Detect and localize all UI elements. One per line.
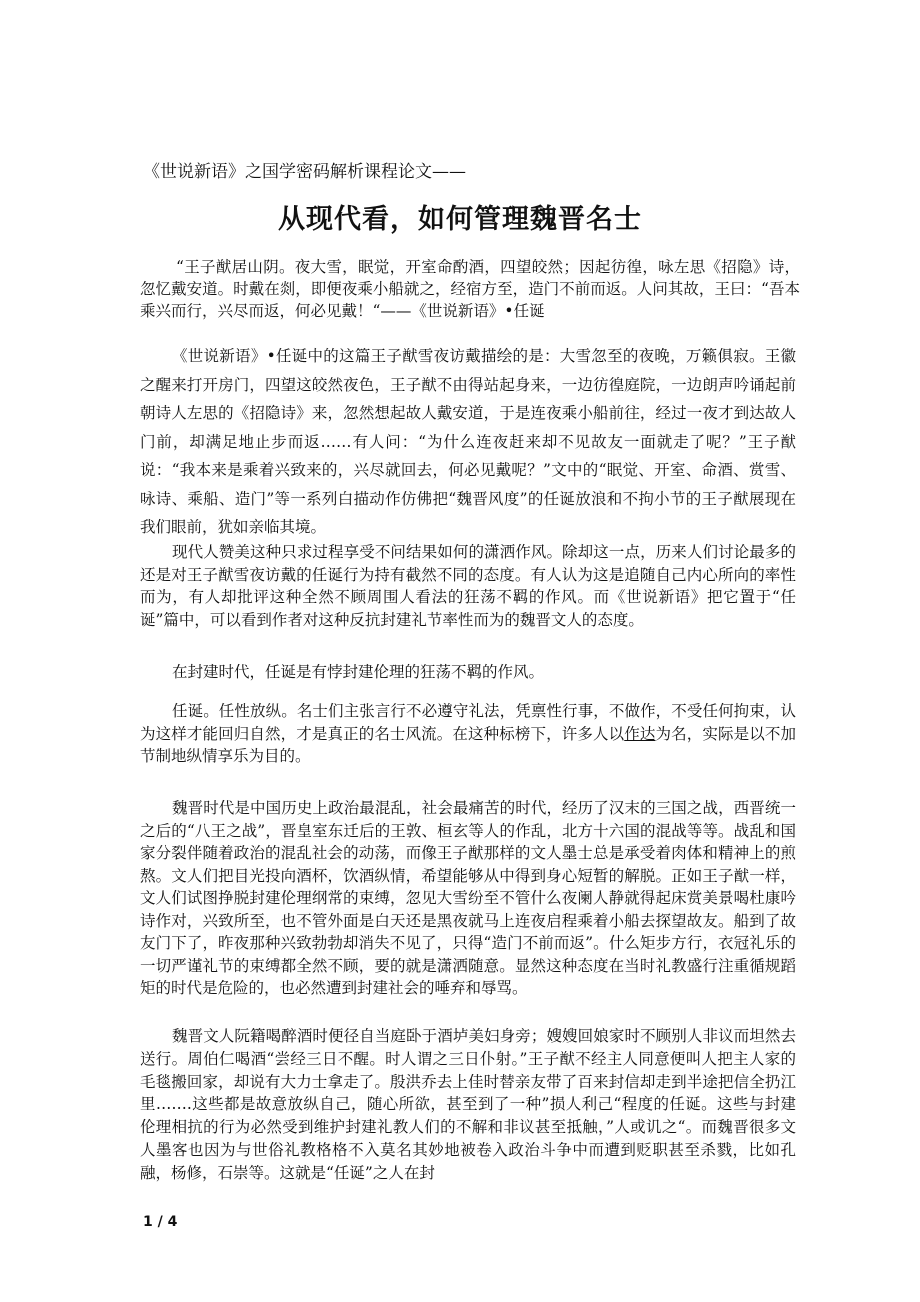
paragraph-6: 魏晋文人阮籍喝醉酒时便径自当庭卧于酒垆美妇身旁；嫂嫂回娘家时不顾别人非议而坦然去送行。周伯仁喝酒“尝经三日不醒。时人谓之三日仆射。”王子猷不经主人同意便叫人把主人家的毛毯搬回家，却说有大力士拿走了。殷洪乔去上佳时替亲友带了百来封信却走到半途把信全扔江里…….这些都是故意放纵自己，随心所欲，甚至到了一种”损人利己“程度的任诞。这些与封建伦理相抗的行为必然受到维护封建礼教人们的不解和非议甚至抵触，”人或讥之“。而魏晋很多文人墨客也因为与世俗礼教格格不入莫名其妙地被卷入政治斗争中而遭到贬职甚至杀戮，比如孔融，杨修，石崇等。这就是“任诞”之人在封 bbox=[140, 1027, 796, 1182]
page-title: 从现代看，如何管理魏晋名士 bbox=[278, 204, 642, 235]
underlined-term: 作达 bbox=[624, 724, 656, 743]
paragraph-3: 在封建时代，任诞是有悖封建伦理的狂荡不羁的作风。 bbox=[172, 663, 545, 681]
paragraph-4-text-b: 为名，实际是以不加节制地纵情享乐为目的。 bbox=[140, 724, 796, 765]
opening-quote: “王子猷居山阴。夜大雪，眠觉，开室命酌酒，四望皎然；因起彷徨，咏左思《招隐》诗，忽忆戴安道。时戴在剡，即便夜乘小船就之，经宿方至，造门不前而返。人问其故，王曰：“吾本乘兴而行，兴尽而返，何必见戴！“——《世说新语》•任诞 bbox=[140, 258, 800, 320]
paragraph-4-text-a: 任诞。任性放纵。名士们主张言行不必遵守礼法，凭禀性行事，不做作，不受任何拘束，认为这样才能回归自然，才是真正的名士风流。在这种标榜下，许多人以 bbox=[140, 702, 796, 743]
course-subtitle: 《世说新语》之国学密码解析课程论文—— bbox=[143, 162, 466, 182]
paragraph-1: 《世说新语》•任诞中的这篇王子猷雪夜访戴描绘的是：大雪忽至的夜晚，万籁俱寂。王徽之醒来打开房门，四望这皎然夜色，王子猷不由得站起身来，一边彷徨庭院，一边朗声吟诵起前朝诗人左思的《招隐诗》来，忽然想起故人戴安道，于是连夜乘小船前往，经过一夜才到达故人门前，却满足地止步而返……有人问：“为什么连夜赶来却不见故友一面就走了呢？”王子猷说：“我本来是乘着兴致来的，兴尽就回去，何必见戴呢？”文中的“眠觉、开室、命酒、赏雪、咏诗、乘船、造门”等一系列白描动作仿佛把“魏晋风度”的任诞放浪和不拘小节的王子猷展现在我们眼前，犹如亲临其境。 bbox=[140, 347, 796, 536]
page-number: 1 / 4 bbox=[143, 1214, 178, 1230]
paragraph-2: 现代人赞美这种只求过程享受不问结果如何的潇洒作风。除却这一点，历来人们讨论最多的还是对王子猷雪夜访戴的任诞行为持有截然不同的态度。有人认为这是追随自己内心所向的率性而为，有人却批评这种全然不顾周围人看法的狂荡不羁的作风。而《世说新语》把它置于“任诞”篇中，可以看到作者对这种反抗封建礼节率性而为的魏晋文人的态度。 bbox=[140, 543, 796, 629]
paragraph-4 bbox=[140, 700, 796, 768]
paragraph-5: 魏晋时代是中国历史上政治最混乱，社会最痛苦的时代，经历了汉末的三国之战，西晋统一之后的“八王之战”，晋皇室东迁后的王敦、桓玄等人的作乱，北方十六国的混战等等。战乱和国家分裂伴随着政治的混乱社会的动荡，而像王子猷那样的文人墨士总是承受着肉体和精神上的煎熬。文人们把目光投向酒杯，饮酒纵情，希望能够从中得到身心短暂的解脱。正如王子猷一样，文人们试图挣脱封建伦理纲常的束缚，忽见大雪纷至不管什么夜阑人静就得起床赏美景喝杜康吟诗作对，兴致所至，也不管外面是白天还是黑夜就马上连夜启程乘着小船去探望故友。船到了故友门下了，昨夜那种兴致勃勃却消失不见了，只得“造门不前而返”。什么矩步方行，衣冠礼乐的一切严谨礼节的束缚都全然不顾，要的就是潇洒随意。显然这种态度在当时礼教盛行注重循规蹈矩的时代是危险的，也必然遭到封建社会的唾弃和辱骂。 bbox=[140, 799, 796, 997]
